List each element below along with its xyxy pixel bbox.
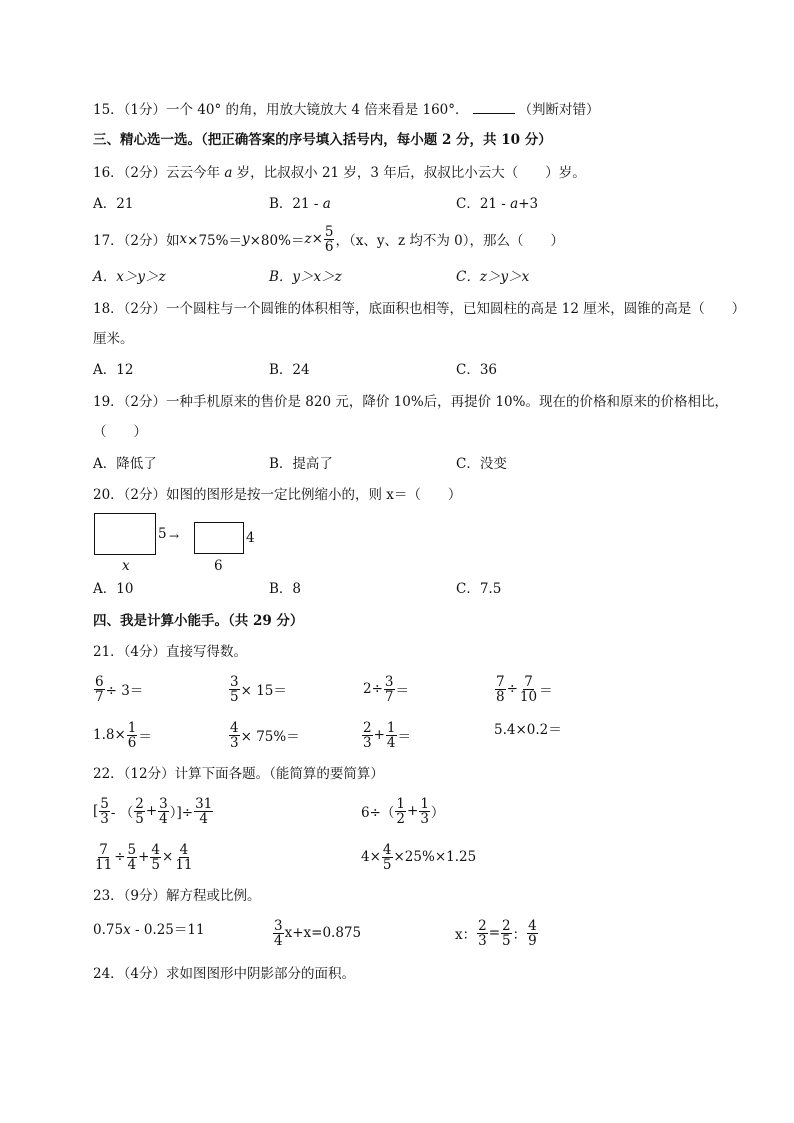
expr-head: 4× — [361, 849, 381, 865]
q15-tail: （判断对错） — [518, 102, 600, 118]
q17-option-a[interactable]: A．x＞y＞z — [93, 269, 166, 285]
denominator: 11 — [95, 856, 113, 873]
fraction — [495, 675, 506, 704]
expr-tail: ＝ — [395, 683, 409, 699]
q16-c-var: a — [510, 196, 519, 212]
denominator: 4 — [159, 810, 168, 827]
expr-tail: - 0.25＝11 — [130, 922, 205, 938]
q17-option-c[interactable]: C．z＞y＞x — [456, 269, 530, 285]
denominator: 5 — [502, 932, 511, 949]
denominator: 2 — [396, 810, 405, 827]
q19-line1: 19．（2分）一种手机原来的售价是 820 元，降价 10%后，再提价 10%。现在的价格和原来的价格相比， — [93, 394, 728, 410]
q17-pre: 17．（2分）如 — [93, 233, 180, 249]
variable: x — [123, 922, 131, 938]
large-side-label: 5 — [158, 526, 167, 542]
q16-option-c[interactable] — [456, 195, 538, 213]
operator: + — [145, 803, 158, 819]
denominator: 5 — [135, 810, 144, 827]
q17-mid1: ×75%＝ — [187, 233, 242, 249]
q23-stem: 23．（9分）解方程或比例。 — [93, 888, 261, 904]
fraction — [150, 843, 161, 872]
fraction — [174, 843, 193, 872]
expr-head: 1.8× — [93, 727, 126, 743]
operator: + — [373, 727, 385, 743]
numerator: 2 — [478, 917, 487, 934]
fraction — [229, 721, 240, 750]
numerator: 4 — [179, 841, 189, 858]
fraction — [477, 919, 488, 948]
answer-blank[interactable] — [473, 101, 515, 114]
q20-stem: 20．（2分）如图的图形是按一定比例缩小的，则 x＝（ ） — [93, 487, 462, 503]
q23-expr-1 — [93, 921, 205, 939]
expr-tail: ＝ — [397, 729, 411, 745]
expr-head: 2÷ — [363, 681, 383, 697]
fraction — [158, 797, 169, 826]
denominator: 7 — [384, 688, 394, 705]
operator: + — [407, 803, 419, 819]
operator: ÷ — [114, 849, 126, 865]
fraction — [362, 721, 373, 750]
expr-head: 6÷（ — [361, 805, 395, 821]
denominator: 10 — [519, 688, 538, 705]
denominator: 4 — [274, 932, 283, 949]
denominator: 5 — [382, 856, 392, 873]
q23-expr-3 — [455, 916, 539, 950]
numerator: 4 — [528, 917, 537, 934]
numerator: 5 — [100, 795, 109, 812]
small-side-label: 4 — [246, 530, 255, 546]
denominator: 9 — [528, 932, 537, 949]
small-rectangle — [194, 522, 244, 554]
q18-option-a[interactable]: A．12 — [93, 362, 134, 378]
q21-expr-7 — [361, 718, 411, 752]
numerator: 3 — [274, 917, 283, 934]
fraction — [419, 797, 430, 826]
denominator: 3 — [363, 734, 372, 751]
fraction — [382, 843, 393, 872]
q17-stem — [93, 222, 564, 256]
q20-option-c[interactable]: C．7.5 — [456, 581, 502, 597]
denominator: 5 — [230, 688, 239, 705]
expr-tail: ） — [430, 805, 445, 821]
small-bottom-label: 6 — [214, 558, 223, 574]
denominator: 11 — [175, 856, 193, 873]
q17-mid3: × — [311, 231, 323, 247]
q16-b-var: a — [322, 196, 331, 212]
numerator: 1 — [386, 719, 396, 736]
q23-expr-2 — [272, 916, 361, 950]
q24-stem: 24．（4分）求如图图形中阴影部分的面积。 — [93, 966, 356, 982]
bracket: [ — [93, 803, 99, 819]
numerator: 2 — [502, 917, 511, 934]
numerator: 3 — [230, 673, 239, 690]
q21-expr-6 — [228, 718, 300, 752]
operator: × — [162, 849, 174, 865]
expr-tail: x+x=0.875 — [284, 925, 362, 941]
operator: = — [488, 925, 501, 941]
numerator: 7 — [99, 841, 108, 858]
q15-text: 15．（1分）一个 40° 的角，用放大镜放大 4 倍来看是 160°． — [93, 102, 469, 118]
numerator: 5 — [324, 223, 334, 240]
operator: ： — [512, 927, 527, 943]
denominator: 3 — [478, 932, 487, 949]
q16-b-pre: B．21 - — [269, 196, 323, 212]
numerator: 4 — [151, 841, 160, 858]
numerator: 1 — [396, 795, 405, 812]
denominator: 6 — [324, 238, 334, 255]
expr-tail: ÷ 3＝ — [105, 683, 144, 699]
q16-option-a[interactable]: A．21 — [93, 196, 134, 212]
fraction — [501, 919, 512, 948]
numerator: 2 — [135, 795, 144, 812]
expr-tail: ×25%×1.25 — [393, 849, 477, 865]
fraction — [229, 675, 240, 704]
q16-stem-a: 16．（2分）云云今年 — [93, 165, 225, 181]
q19-option-a[interactable]: A．降低了 — [93, 456, 157, 472]
expr-head: 0.75 — [93, 922, 124, 938]
numerator: 7 — [496, 673, 505, 690]
denominator: 3 — [230, 734, 239, 751]
expr-tail: × 15＝ — [240, 683, 287, 699]
q22-stem: 22．（12分）计算下面各题。（能简算的要简算） — [93, 766, 384, 782]
q18-option-c[interactable]: C．36 — [456, 362, 498, 378]
section-4-heading: 四、我是计算小能手。（共 29 分） — [93, 613, 304, 629]
q16-stem — [93, 164, 586, 182]
fraction — [519, 675, 538, 704]
q18-line1: 18．（2分）一个圆柱与一个圆锥的体积相等，底面积也相等，已知圆柱的高是 12 厘米，圆锥的高是（ ） — [93, 301, 746, 317]
q16-stem-b: 岁，比叔叔小 21 岁，3 年后，叔叔比小云大（ ）岁。 — [232, 165, 586, 181]
fraction — [127, 721, 138, 750]
denominator: 3 — [420, 810, 429, 827]
q17-x: x — [179, 231, 188, 247]
large-bottom-label: x — [122, 558, 130, 574]
q21-expr-8: 5.4×0.2＝ — [494, 722, 562, 738]
numerator: 4 — [382, 841, 392, 858]
operator: ÷ — [506, 681, 518, 697]
numerator: 7 — [524, 673, 533, 690]
q22-expr-4 — [361, 840, 476, 874]
fraction — [94, 843, 113, 872]
q21-expr-3 — [363, 672, 409, 706]
numerator: 1 — [420, 795, 429, 812]
q21-expr-1 — [93, 672, 143, 706]
q16-c-pre: C．21 - — [456, 196, 511, 212]
fraction — [194, 797, 213, 826]
q19-option-b[interactable]: B．提高了 — [269, 456, 333, 472]
q21-expr-4 — [494, 672, 553, 706]
q20-option-b[interactable]: B．8 — [269, 581, 302, 597]
q18-option-b[interactable]: B．24 — [269, 362, 310, 378]
expr-head: x： — [455, 927, 477, 943]
q19-option-c[interactable]: C．没变 — [456, 456, 507, 472]
denominator: 5 — [151, 856, 160, 873]
q17-mid2: ×80%＝ — [249, 233, 305, 249]
fraction — [384, 675, 395, 704]
fraction — [273, 919, 284, 948]
fraction — [99, 797, 110, 826]
q21-expr-2 — [228, 672, 287, 706]
fraction — [386, 721, 397, 750]
numerator: 2 — [363, 719, 372, 736]
q17-y: y — [241, 231, 250, 247]
expr-tail: ＝ — [539, 683, 553, 699]
operator: - （ — [110, 805, 134, 821]
section-3-heading: 三、精心选一选。（把正确答案的序号填入括号内，每小题 2 分，共 10 分） — [93, 132, 552, 148]
numerator: 6 — [95, 673, 104, 690]
numerator: 3 — [384, 673, 394, 690]
operator: ）]÷ — [169, 805, 194, 821]
q17-post: ，（x、y、z 均不为 0），那么（ ） — [335, 233, 565, 249]
q16-option-b[interactable] — [269, 195, 331, 213]
denominator: 6 — [127, 734, 137, 751]
numerator: 31 — [195, 795, 213, 812]
denominator: 4 — [386, 734, 396, 751]
fraction — [134, 797, 145, 826]
q22-expr-1 — [93, 794, 214, 828]
numerator: 1 — [127, 719, 137, 736]
q16-c-post: +3 — [518, 196, 539, 212]
q22-expr-3 — [93, 840, 195, 874]
q17-fraction — [324, 225, 335, 254]
numerator: 4 — [230, 719, 239, 736]
expr-tail: ＝ — [138, 729, 152, 745]
q18-line2: 厘米。 — [93, 331, 134, 347]
q19-line2: （ ） — [93, 424, 147, 440]
expr-tail: × 75%＝ — [240, 729, 300, 745]
operator: + — [138, 849, 150, 865]
q17-z: z — [304, 231, 312, 247]
fraction — [395, 797, 406, 826]
q21-expr-5 — [93, 718, 152, 752]
numerator: 3 — [159, 795, 168, 812]
denominator: 7 — [95, 688, 104, 705]
denominator: 4 — [127, 856, 137, 873]
denominator: 4 — [199, 810, 208, 827]
denominator: 8 — [496, 688, 505, 705]
numerator: 5 — [127, 841, 137, 858]
q16-var: a — [224, 165, 233, 181]
fraction — [94, 675, 105, 704]
q20-option-a[interactable]: A．10 — [93, 581, 134, 597]
q21-stem: 21．（4分）直接写得数。 — [93, 644, 248, 660]
arrow-icon: → — [169, 529, 180, 543]
q22-expr-2 — [361, 794, 444, 828]
fraction — [127, 843, 138, 872]
q17-option-b[interactable]: B．y＞x＞z — [269, 269, 342, 285]
fraction — [527, 919, 538, 948]
large-rectangle — [94, 513, 156, 555]
q15 — [93, 101, 600, 119]
denominator: 3 — [100, 810, 109, 827]
